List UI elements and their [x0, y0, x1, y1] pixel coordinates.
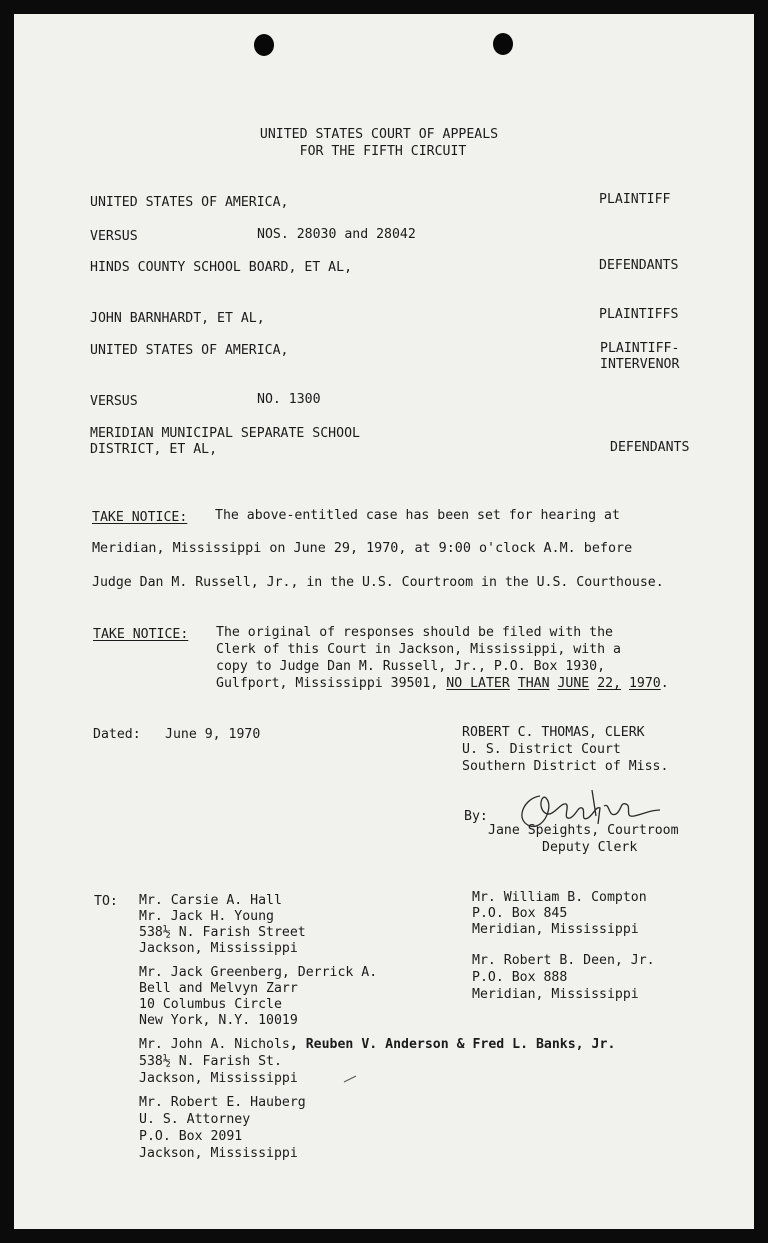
notice2-end: .: [660, 676, 669, 691]
recipient-greenberg-line2: Bell and Melvyn Zarr: [139, 981, 298, 996]
notice2-line4-prefix: Gulfport, Mississippi 39501,: [216, 676, 439, 691]
punch-hole-left: [254, 34, 274, 56]
recipient-hall-young-line1: Mr. Carsie A. Hall: [139, 893, 282, 908]
caption1-party1: UNITED STATES OF AMERICA,: [90, 195, 289, 210]
caption2-party3-line1: MERIDIAN MUNICIPAL SEPARATE SCHOOL: [90, 426, 360, 441]
caption2-case-number: NO. 1300: [257, 392, 321, 407]
recipient-nichols-line1: [139, 1037, 615, 1053]
clerk-title-line: Deputy Clerk: [542, 840, 638, 855]
recipient-deen-line2: P.O. Box 888: [472, 970, 568, 985]
recipient-compton-line3: Meridian, Mississippi: [472, 922, 639, 937]
recipient-hall-young-line3: 538½ N. Farish Street: [139, 925, 306, 940]
court-subtitle: FOR THE FIFTH CIRCUIT: [299, 144, 467, 159]
caption2-party2-role-line1: PLAINTIFF-: [600, 341, 680, 356]
recipient-compton-line2: P.O. Box 845: [472, 906, 568, 921]
recipient-greenberg-line4: New York, N.Y. 10019: [139, 1013, 298, 1028]
recipient-nichols-name: Mr. John A. Nichols: [139, 1037, 290, 1052]
notice2-line3: copy to Judge Dan M. Russell, Jr., P.O. Box 1930,: [216, 659, 606, 674]
recipient-compton-line1: Mr. William B. Compton: [472, 890, 647, 905]
clerk-by: By:: [464, 809, 488, 824]
caption2-party3-role: DEFENDANTS: [610, 440, 690, 455]
dated-date: June 9, 1970: [165, 727, 261, 742]
recipient-nichols-added: , Reuben V. Anderson & Fred L. Banks, Jr.: [289, 1037, 616, 1052]
court-title: UNITED STATES COURT OF APPEALS: [259, 127, 499, 142]
notice2-line4: [216, 676, 669, 692]
caption2-party1-role: PLAINTIFFS: [599, 307, 679, 322]
recipient-nichols-line3: Jackson, Mississippi: [139, 1071, 298, 1086]
recipient-hauberg-line3: P.O. Box 2091: [139, 1129, 243, 1144]
caption1-case-numbers: NOS. 28030 and 28042: [257, 227, 416, 242]
pencil-mark: [342, 1074, 362, 1084]
recipient-nichols-line2: 538½ N. Farish St.: [139, 1054, 282, 1069]
to-label: TO:: [94, 894, 118, 909]
caption1-party2: HINDS COUNTY SCHOOL BOARD, ET AL,: [90, 260, 353, 275]
notice2-than: THAN: [517, 676, 550, 691]
notice2-label: TAKE NOTICE:: [93, 627, 189, 642]
caption2-party2: UNITED STATES OF AMERICA,: [90, 343, 289, 358]
recipient-hall-young-line2: Mr. Jack H. Young: [139, 909, 274, 924]
caption2-party2-role-line2: INTERVENOR: [600, 357, 680, 372]
clerk-name-line: Jane Speights, Courtroom: [488, 823, 679, 838]
dated-label: Dated:: [93, 727, 141, 742]
notice1-label: TAKE NOTICE:: [92, 510, 188, 525]
clerk-line1: ROBERT C. THOMAS, CLERK: [462, 725, 645, 740]
caption1-versus: VERSUS: [90, 229, 138, 244]
recipient-hauberg-line2: U. S. Attorney: [139, 1112, 251, 1127]
notice2-line1: The original of responses should be filed with the: [216, 625, 613, 640]
caption2-party1: JOHN BARNHARDT, ET AL,: [90, 311, 265, 326]
notice2-year: 1970: [628, 676, 661, 691]
punch-hole-right: [493, 33, 513, 55]
caption1-party1-role: PLAINTIFF: [599, 192, 671, 207]
caption2-party3-line2: DISTRICT, ET AL,: [90, 442, 218, 457]
recipient-deen-line1: Mr. Robert B. Deen, Jr.: [472, 953, 655, 968]
recipient-hall-young-line4: Jackson, Mississippi: [139, 941, 298, 956]
recipient-deen-line3: Meridian, Mississippi: [472, 987, 639, 1002]
notice1-line1: The above-entitled case has been set for hearing at: [215, 508, 620, 523]
recipient-hauberg-line4: Jackson, Mississippi: [139, 1146, 298, 1161]
clerk-line2: U. S. District Court: [462, 742, 621, 757]
notice2-june: JUNE: [557, 676, 590, 691]
notice2-no-later: NO LATER: [446, 676, 510, 691]
caption1-party2-role: DEFENDANTS: [599, 258, 679, 273]
clerk-line3: Southern District of Miss.: [462, 759, 669, 774]
notice2-day: 22,: [597, 676, 622, 691]
document-page: [14, 14, 754, 1229]
caption2-versus: VERSUS: [90, 394, 138, 409]
recipient-greenberg-line3: 10 Columbus Circle: [139, 997, 282, 1012]
notice1-line2: Meridian, Mississippi on June 29, 1970, at 9:00 o'clock A.M. before: [92, 541, 633, 556]
notice2-line2: Clerk of this Court in Jackson, Mississippi, with a: [216, 642, 621, 657]
recipient-hauberg-line1: Mr. Robert E. Hauberg: [139, 1095, 306, 1110]
notice1-line3: Judge Dan M. Russell, Jr., in the U.S. Courtroom in the U.S. Courthouse.: [92, 575, 664, 590]
recipient-greenberg-line1: Mr. Jack Greenberg, Derrick A.: [139, 965, 378, 980]
signature-stroke: [522, 790, 660, 826]
